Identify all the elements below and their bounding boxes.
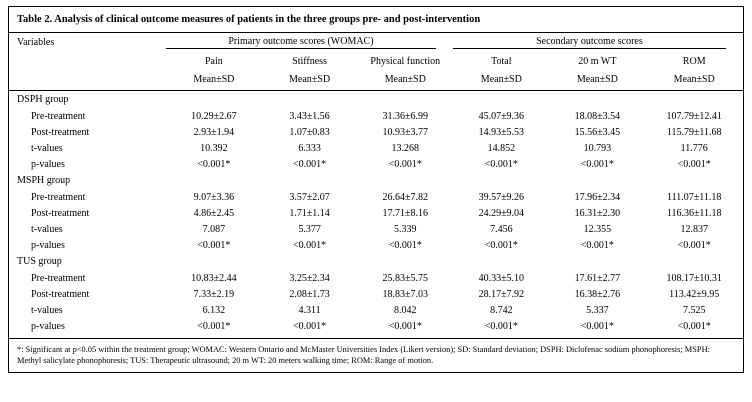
variables-header: Variables (17, 37, 55, 49)
cell-value: 18.83±7.03 (382, 288, 429, 300)
table-header-column-row (9, 52, 743, 70)
cell-value: 6.333 (298, 142, 321, 154)
table-row (9, 221, 743, 237)
cell-value: 107.79±12.41 (666, 110, 722, 122)
subheader-physical-function-meansd: Mean±SD (357, 70, 453, 91)
cell-value: 15.56±3.45 (574, 126, 621, 138)
table-caption: Table 2. Analysis of clinical outcome measures of patients in the three groups pre- and post-intervention (9, 7, 743, 33)
section-title-tus: TUS group (17, 256, 62, 268)
cell-value: 24.29±9.04 (478, 207, 525, 219)
cell-value: 111.07±11.18 (667, 191, 722, 203)
row-label: p-values (31, 158, 65, 170)
column-header-pain: Pain (204, 55, 223, 67)
table-row (9, 318, 743, 334)
cell-value: <0.001* (580, 158, 614, 170)
cell-value: <0.001* (677, 239, 711, 251)
secondary-outcome-group-header (453, 33, 743, 52)
subheader-stiffness-meansd: Mean±SD (262, 70, 357, 91)
cell-value: 2.93±1.94 (193, 126, 235, 138)
section-title-row (9, 253, 743, 270)
row-label: Post-treatment (31, 207, 90, 219)
column-header-rom: ROM (682, 55, 706, 67)
cell-value: 10.93±3.77 (382, 126, 429, 138)
row-label: p-values (31, 239, 65, 251)
cell-value: 5.337 (586, 304, 609, 316)
table-row (9, 286, 743, 302)
table-row (9, 189, 743, 205)
section-title-row (9, 172, 743, 189)
cell-value: 13.268 (391, 142, 420, 154)
cell-value: 17.96±2.34 (574, 191, 621, 203)
column-header-total: Total (491, 55, 512, 67)
section-title-spacer (357, 253, 453, 270)
cell-value: 7.087 (202, 223, 226, 235)
cell-value: 11.776 (680, 142, 708, 154)
cell-value: 116.36±11.18 (666, 207, 722, 219)
row-label: Pre-treatment (31, 272, 86, 284)
cell-value: <0.001* (197, 239, 231, 251)
row-label: Pre-treatment (31, 110, 86, 122)
section-title-spacer (549, 253, 645, 270)
cell-value: 9.07±3.36 (193, 191, 235, 203)
row-label: t-values (31, 223, 63, 235)
section-title-spacer (262, 172, 357, 189)
section-title-spacer (262, 91, 357, 109)
cell-value: <0.001* (484, 158, 518, 170)
cell-value: 45.07±9.36 (478, 110, 525, 122)
table-row (9, 270, 743, 286)
primary-outcome-group-label: Primary outcome scores (WOMAC) (166, 36, 436, 49)
cell-value: 115.79±11.68 (666, 126, 722, 138)
table-row (9, 302, 743, 318)
cell-value: 18.08±3.54 (574, 110, 621, 122)
cell-value: <0.001* (484, 239, 518, 251)
cell-value: 17.61±2.77 (574, 272, 621, 284)
cell-value: <0.001* (197, 158, 231, 170)
cell-value: 17.71±8.16 (382, 207, 429, 219)
results-table-container (8, 6, 744, 373)
section-title-spacer (166, 91, 262, 109)
cell-value: 6.132 (202, 304, 226, 316)
cell-value: 26.64±7.82 (382, 191, 429, 203)
cell-value: 4.86±2.45 (193, 207, 235, 219)
cell-value: 3.25±2.34 (289, 272, 330, 284)
row-label: Post-treatment (31, 288, 90, 300)
results-table (9, 33, 743, 338)
table-row (9, 237, 743, 253)
section-title-spacer (262, 253, 357, 270)
cell-value: 1.07±0.83 (289, 126, 330, 138)
cell-value: <0.001* (292, 239, 327, 251)
table-row (9, 124, 743, 140)
section-title-spacer (453, 91, 549, 109)
cell-value: 10.83±2.44 (191, 272, 237, 284)
table-footnote: *: Significant at p<0.05 within the treatment group; WOMAC: Western Ontario and McMaster Universities Index (Likert version); SD: Standard deviation; DSPH: Diclofenac sodium phonophoresis; MSPH: Methyl salicylate phonophoresis; TUS: Therapeutic ultrasound; 20 m WT: 20 meters walking time; ROM: Range of motion. (9, 338, 743, 372)
cell-value: 28.17±7.92 (478, 288, 525, 300)
cell-value: 8.042 (394, 304, 417, 316)
row-label: t-values (31, 304, 63, 316)
cell-value: 3.57±2.07 (289, 191, 330, 203)
cell-value: 25.83±5.75 (382, 272, 429, 284)
table-row (9, 205, 743, 221)
cell-value: 12.837 (680, 223, 708, 235)
cell-value: <0.001* (388, 158, 422, 170)
cell-value: 108.17±10.31 (666, 272, 722, 284)
cell-value: 8.742 (490, 304, 513, 316)
cell-value: 3.43±1.56 (289, 110, 330, 122)
column-header-physical-function: Physical function (370, 55, 441, 67)
subheader-20m-wt-meansd: Mean±SD (549, 70, 645, 91)
column-header-20m-wt: 20 m WT (578, 55, 617, 67)
section-title-spacer (645, 172, 743, 189)
section-title-spacer (549, 91, 645, 109)
subheader-total-meansd: Mean±SD (453, 70, 549, 91)
table-header-group-row (9, 33, 743, 52)
section-title-spacer (645, 91, 743, 109)
empty-header-cell-2 (9, 70, 166, 91)
cell-value: 113.42±9.95 (669, 288, 720, 300)
cell-value: <0.001* (388, 320, 422, 332)
cell-value: <0.001* (292, 158, 327, 170)
row-label: p-values (31, 320, 65, 332)
section-title-spacer (645, 253, 743, 270)
table-row (9, 156, 743, 172)
cell-value: 4.311 (298, 304, 321, 316)
section-title-spacer (357, 91, 453, 109)
cell-value: 5.339 (394, 223, 417, 235)
cell-value: 39.57±9.26 (478, 191, 525, 203)
row-label: t-values (31, 142, 63, 154)
cell-value: 40.33±5.10 (478, 272, 525, 284)
empty-header-cell (9, 52, 166, 70)
cell-value: <0.001* (484, 320, 518, 332)
table-row (9, 140, 743, 156)
row-label: Post-treatment (31, 126, 90, 138)
cell-value: 10.793 (583, 142, 612, 154)
row-label: Pre-treatment (31, 191, 86, 203)
cell-value: 16.31±2.30 (574, 207, 621, 219)
cell-value: 16.38±2.76 (574, 288, 621, 300)
section-title-msph: MSPH group (17, 175, 71, 187)
cell-value: <0.001* (677, 158, 711, 170)
primary-outcome-group-header (166, 33, 453, 52)
subheader-pain-meansd: Mean±SD (166, 70, 262, 91)
table-row (9, 108, 743, 124)
cell-value: 14.93±5.53 (478, 126, 525, 138)
section-title-dsph: DSPH group (17, 94, 69, 106)
table-header-meansd-row (9, 70, 743, 91)
cell-value: 2.08±1.73 (289, 288, 330, 300)
cell-value: 5.377 (298, 223, 321, 235)
column-header-stiffness: Stiffness (292, 55, 327, 67)
cell-value: 10.29±2.67 (191, 110, 237, 122)
subheader-rom-meansd: Mean±SD (645, 70, 743, 91)
section-title-spacer (453, 253, 549, 270)
section-title-row (9, 91, 743, 109)
cell-value: 7.456 (490, 223, 513, 235)
cell-value: 31.36±6.99 (382, 110, 429, 122)
cell-value: 14.852 (487, 142, 516, 154)
cell-value: 10.392 (200, 142, 228, 154)
cell-value: <0.001* (292, 320, 327, 332)
cell-value: <0.001* (580, 320, 614, 332)
cell-value: <0.001* (388, 239, 422, 251)
cell-value: <0.001* (197, 320, 231, 332)
section-title-spacer (357, 172, 453, 189)
cell-value: <0.001* (580, 239, 614, 251)
cell-value: 7.525 (682, 304, 706, 316)
cell-value: 7.33±2.19 (193, 288, 235, 300)
section-title-spacer (549, 172, 645, 189)
secondary-outcome-group-label: Secondary outcome scores (453, 36, 725, 49)
cell-value: 12.355 (583, 223, 612, 235)
section-title-spacer (166, 172, 262, 189)
cell-value: <0.001* (677, 320, 711, 332)
section-title-spacer (166, 253, 262, 270)
cell-value: 1.71±1.14 (289, 207, 330, 219)
section-title-spacer (453, 172, 549, 189)
